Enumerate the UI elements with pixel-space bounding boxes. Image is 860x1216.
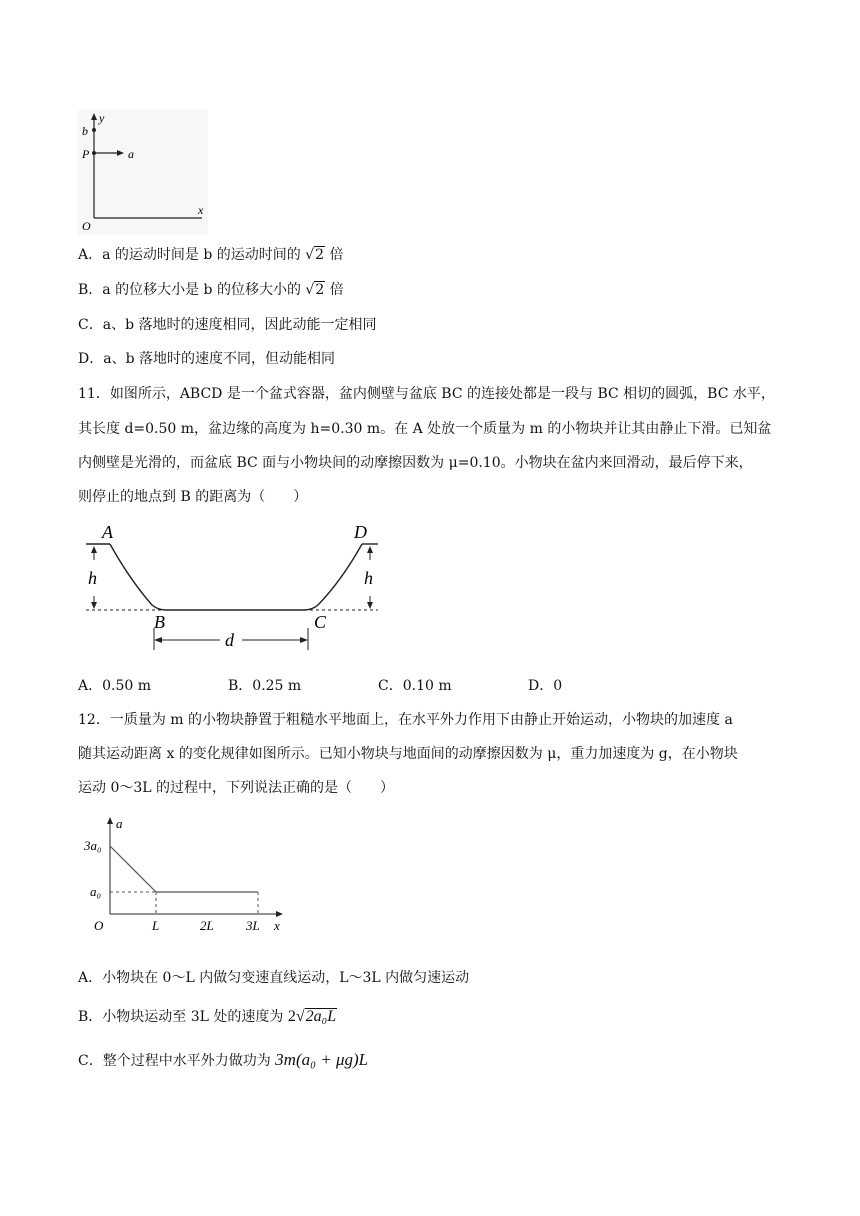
q10-option-c: C．a、b 落地时的速度相同，因此动能一定相同 xyxy=(78,317,377,333)
q11-figure xyxy=(82,520,382,660)
q11-option-c: C．0.10 m xyxy=(378,678,452,694)
fig12-3l-label: 3L xyxy=(246,918,260,933)
fig10-origin-label: O xyxy=(82,219,91,233)
fig12-l-label: L xyxy=(152,918,160,933)
q11-line-2: 其长度 d=0.50 m，盆边缘的高度为 h=0.30 m。在 A 处放一个质量为 m 的小物块并让其由静止下滑。已知盆 xyxy=(78,421,772,437)
sqrt-symbol: √2 xyxy=(305,247,325,263)
q12-figure xyxy=(82,812,292,940)
q10-option-a: A．a 的运动时间是 b 的运动时间的 √2 倍 xyxy=(78,247,344,263)
fig12-a0-label: a₀ xyxy=(90,884,102,899)
q11-line-1: 11．如图所示，ABCD 是一个盆式容器，盆内侧壁与盆底 BC 的连接处都是一段与 BC 相切的圆弧，BC 水平， xyxy=(78,386,775,402)
q12-line-1: 12．一质量为 m 的小物块静置于粗糙水平地面上，在水平外力作用下由静止开始运动，小物块的加速度 a xyxy=(78,712,733,728)
q10-option-d: D．a、b 落地时的速度不同，但动能相同 xyxy=(78,351,335,367)
fig10-x-label: x xyxy=(198,203,204,217)
sqrt-symbol: √2 xyxy=(305,282,325,298)
fig12-2l-label: 2L xyxy=(200,918,214,933)
fig11-label-c: C xyxy=(314,612,327,632)
fig11-label-d: D xyxy=(354,522,367,542)
fig11-label-a: A xyxy=(102,522,113,542)
q11-line-3: 内侧壁是光滑的，而盆底 BC 面与小物块间的动摩擦因数为 μ=0.10。小物块在盆内来回滑动，最后停下来， xyxy=(78,455,753,471)
q10-option-b: B．a 的位移大小是 b 的位移大小的 √2 倍 xyxy=(78,282,344,298)
fig12-3a0-label: 3a₀ xyxy=(84,838,102,853)
fig11-label-h-right: h xyxy=(364,568,373,588)
q12-line-3: 运动 0～3L 的过程中，下列说法正确的是（ ） xyxy=(78,780,395,796)
q10-figure xyxy=(78,110,208,235)
fig11-label-b: B xyxy=(154,612,165,632)
fig12-origin-label: O xyxy=(94,918,104,933)
q12-option-b: B．小物块运动至 3L 处的速度为 2√2a₀L xyxy=(78,1008,337,1025)
fig11-label-h-left: h xyxy=(88,568,97,588)
fig10-y-label: y xyxy=(99,111,105,125)
fig10-b-label: b xyxy=(82,124,88,138)
fig12-x-axis-label: x xyxy=(274,918,280,933)
q12-line-2: 随其运动距离 x 的变化规律如图所示。已知小物块与地面间的动摩擦因数为 μ，重力加速度为 g，在小物块 xyxy=(78,746,738,762)
q11-option-d: D．0 xyxy=(528,678,563,694)
sqrt-symbol: √2a₀L xyxy=(295,1008,337,1025)
fig10-p-label: P xyxy=(82,147,90,161)
q11-option-b: B．0.25 m xyxy=(228,678,302,694)
q12-option-a: A．小物块在 0～L 内做匀变速直线运动，L～3L 内做匀速运动 xyxy=(78,970,470,986)
fig10-a-label: a xyxy=(128,147,134,161)
q11-option-a: A．0.50 m xyxy=(78,678,152,694)
fig12-a-axis-label: a xyxy=(116,816,123,831)
q11-line-4: 则停止的地点到 B 的距离为（ ） xyxy=(78,489,308,505)
fig11-label-d-length: d xyxy=(225,630,234,650)
q12-option-c: C．整个过程中水平外力做功为 3m(a₀ + μg)L xyxy=(78,1050,369,1069)
